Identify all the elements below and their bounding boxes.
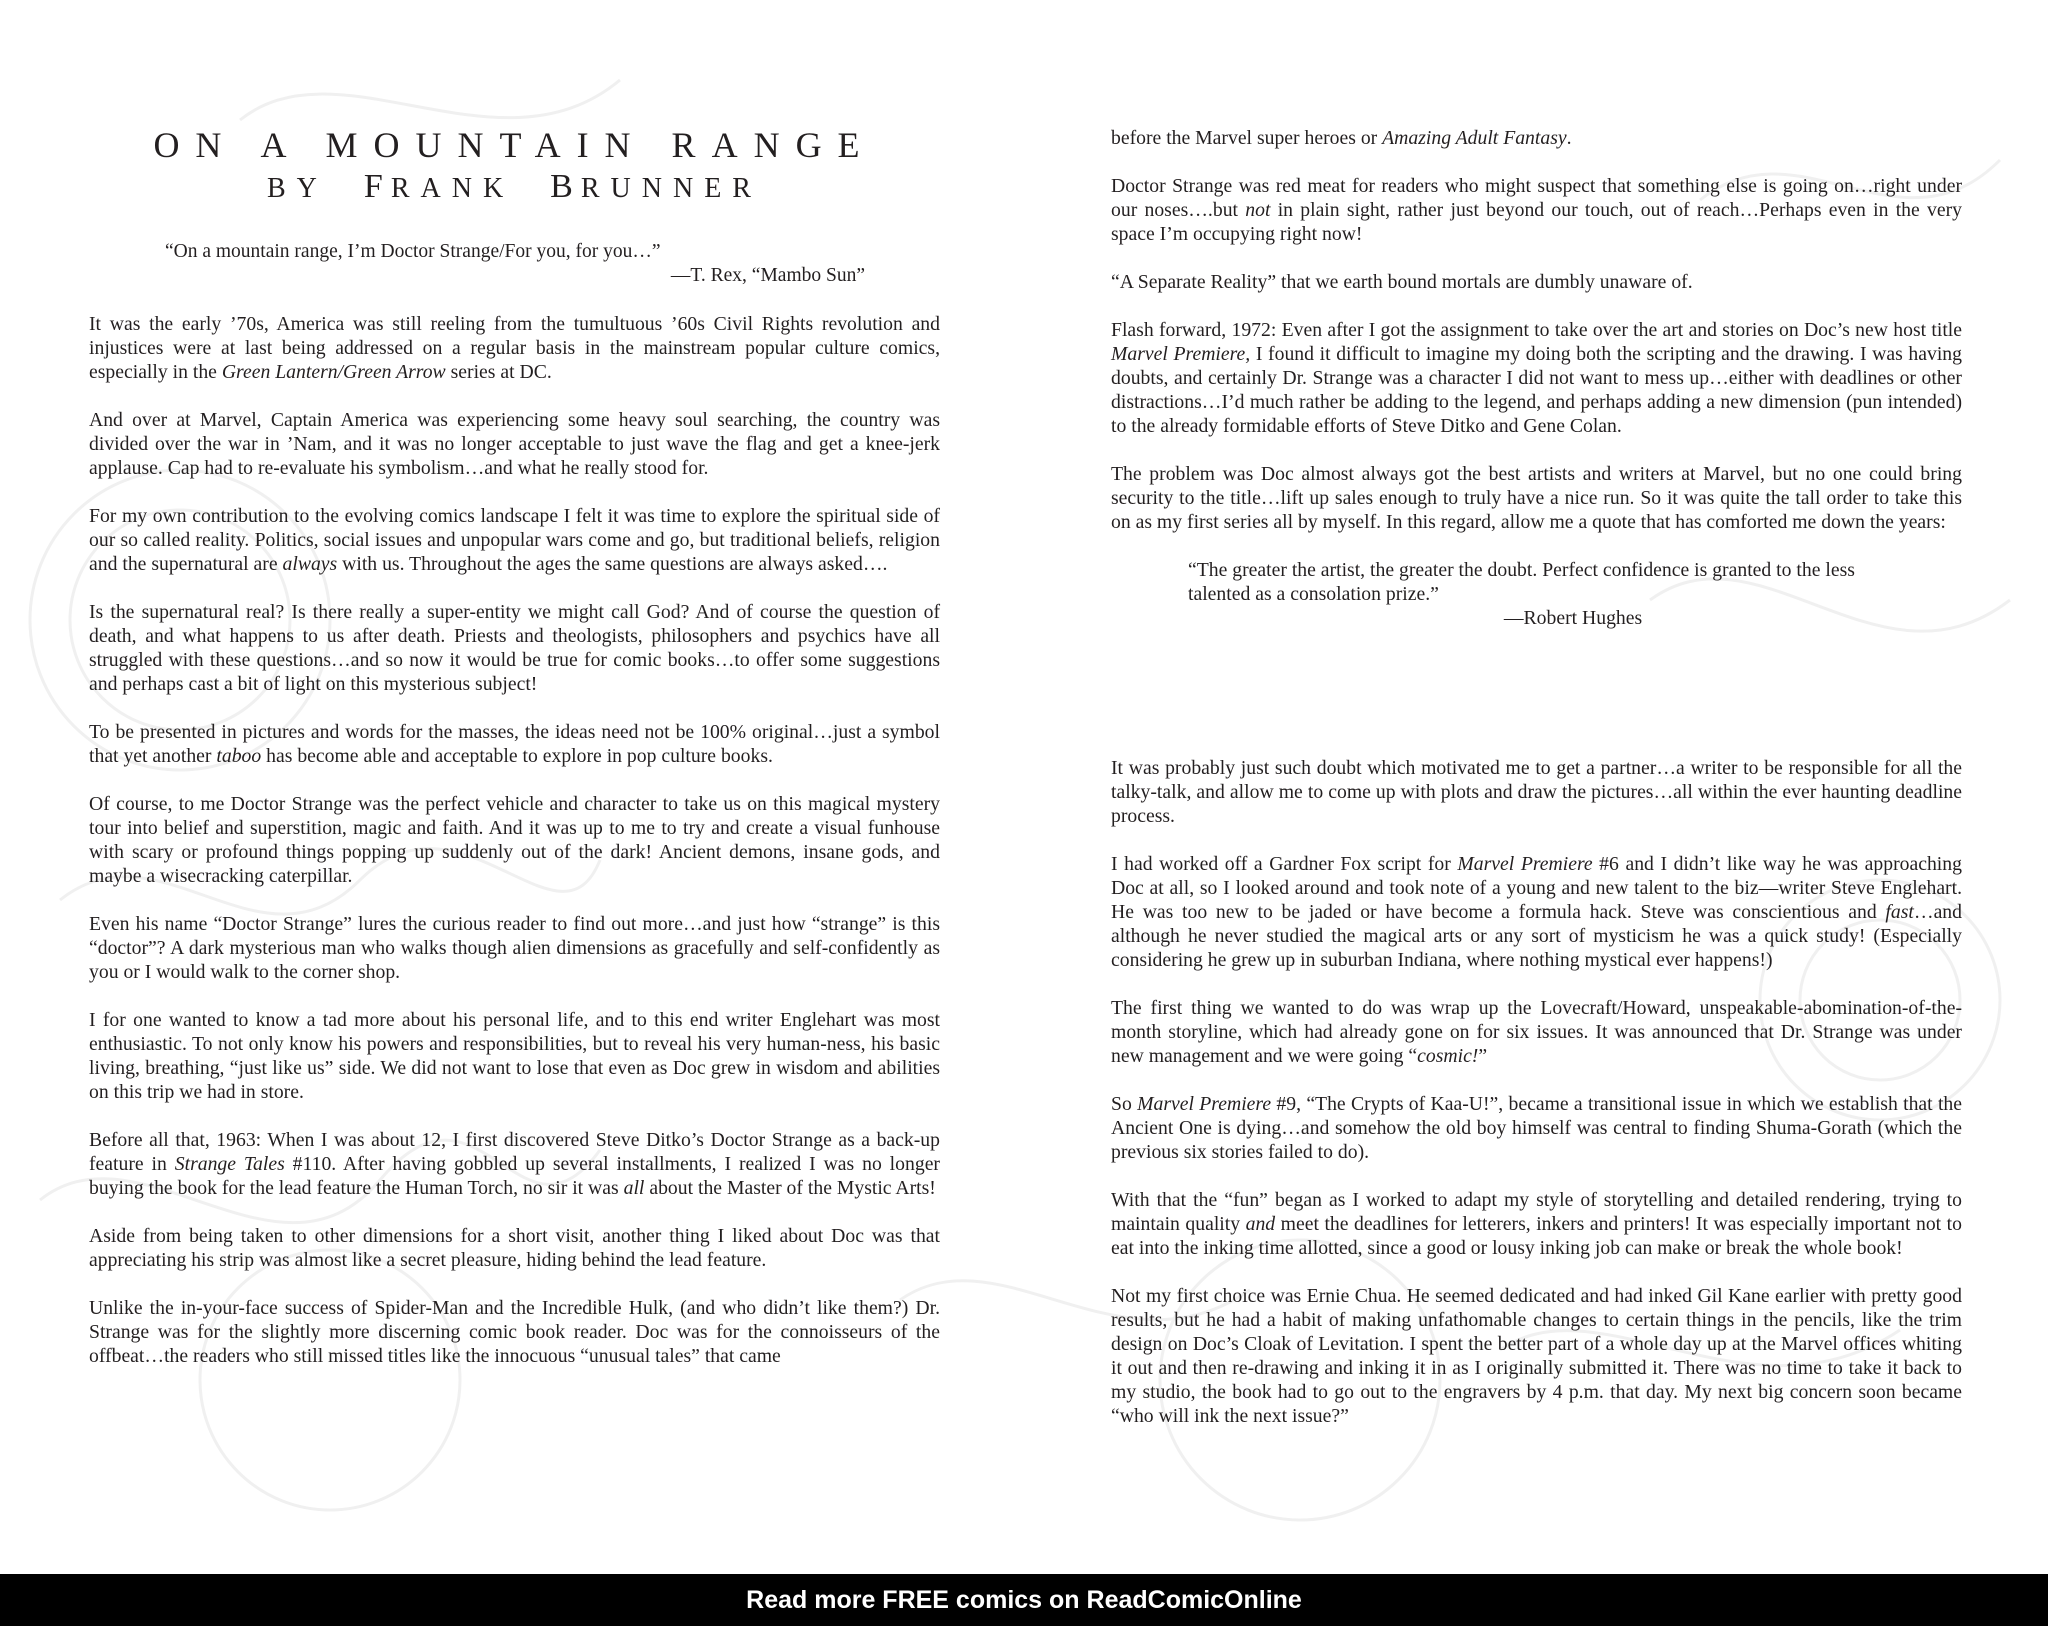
block-quote-text: “The greater the artist, the greater the doubt. Perfect confidence is granted to the less talented as a consolation prize.” [1188, 559, 1855, 605]
text-run: I for one wanted to know a tad more about his personal life, and to this end writer Englehart was most enthusiastic. To not only know his powers and responsibilities, but to reveal his very human-ness, his basic living, breathing, “just like us” side. We did not want to lose that even as Doc grew in wisdom and abilities on this trip we had in store. [89, 1009, 940, 1103]
paragraph [1111, 318, 1962, 438]
paragraph [89, 792, 940, 888]
italic-text: always [282, 553, 338, 575]
footer-banner [0, 1574, 2048, 1626]
byline-last-initial: B [550, 168, 581, 205]
byline-by: BY [267, 173, 328, 204]
title-main: ON A MOUNTAIN RANGE [153, 125, 876, 165]
paragraph [1111, 126, 1962, 150]
text-run: With that the “fun” began as I worked to adapt my style of storytelling and detailed rendering, trying to maintain quality [1111, 1189, 1962, 1235]
italic-text: Marvel Premiere [1137, 1093, 1272, 1115]
text-run: #9, “The Crypts of Kaa-U!”, became a transitional issue in which we establish that the Ancient One is dying…and somehow the old boy himself was central to finding Shuma-Gorath (which the previous six stories failed to do). [1111, 1093, 1962, 1163]
byline [89, 168, 940, 208]
epigraph-quote: “On a mountain range, I’m Doctor Strange/For you, for you…” [165, 241, 661, 262]
italic-text: Amazing Adult Fantasy [1382, 127, 1567, 149]
right-page [1111, 0, 1962, 1574]
text-run: For my own contribution to the evolving comics landscape I felt it was time to explore the spiritual side of our so called reality. Politics, social issues and unpopular wars come and go, but traditional beliefs, religion and the supernatural are [89, 505, 940, 575]
italic-text: and [1245, 1213, 1276, 1235]
text-run: Flash forward, 1972: Even after I got the assignment to take over the art and stories on Doc’s new host title [1111, 319, 1962, 341]
text-run: And over at Marvel, Captain America was experiencing some heavy soul searching, the country was divided over the war in ’Nam, and it was no longer acceptable to just wave the flag and get a knee-jerk applause. Cap had to re-evaluate his symbolism…and what he really stood for. [89, 409, 940, 479]
paragraph [89, 1296, 940, 1368]
block-quote [1188, 558, 1888, 630]
paragraph [89, 1224, 940, 1272]
paragraph [1111, 1188, 1962, 1260]
right-column-text-top [1111, 126, 1962, 534]
italic-text: all [623, 1177, 645, 1199]
epigraph [89, 240, 865, 288]
text-run: Doctor Strange was red meat for readers who might suspect that something else is going on…right under our noses….but [1111, 175, 1962, 221]
paragraph [1111, 1092, 1962, 1164]
text-run: has become able and acceptable to explore in pop culture books. [261, 745, 773, 767]
paragraph [89, 912, 940, 984]
text-run: about the Master of the Mystic Arts! [644, 1177, 936, 1199]
epigraph-cite: —T. Rex, “Mambo Sun” [670, 265, 865, 286]
paragraph [1111, 174, 1962, 246]
text-run: Of course, to me Doctor Strange was the perfect vehicle and character to take us on this magical mystery tour into belief and superstition, magic and faith. And it was up to me to try and create a visual funhouse with scary or profound things popping up suddenly out of the dark! Ancient demons, insane gods, and maybe a wisecracking caterpillar. [89, 793, 940, 887]
paragraph [1111, 996, 1962, 1068]
italic-text: taboo [216, 745, 262, 767]
text-run: #6 and I didn’t like way he was approaching Doc at all, so I looked around and took note of a young and new talent to the biz—writer Steve Englehart. He was too new to be jaded or have become a formula hack. Steve was conscientious and [1111, 853, 1962, 923]
article-title [89, 0, 940, 222]
text-run: So [1111, 1093, 1138, 1115]
paragraph [89, 720, 940, 768]
text-run: . [1566, 127, 1572, 149]
text-run: To be presented in pictures and words for the masses, the ideas need not be 100% original…just a symbol that yet another [89, 721, 940, 767]
left-column-text [89, 312, 940, 1368]
text-run: It was probably just such doubt which motivated me to get a partner…a writer to be responsible for all the talky-talk, and allow me to come up with plots and draw the pictures…all within the ever haunting deadline process. [1111, 757, 1962, 827]
text-run: …and although he never studied the magical arts or any sort of mysticism he was a quick study! (Especially considering he grew up in suburban Indiana, where nothing mystical ever happens!) [1111, 901, 1962, 971]
text-run: Unlike the in-your-face success of Spider-Man and the Incredible Hulk, (and who didn’t like them?) Dr. Strange was for the slightly more discerning comic book reader. Doc was for the connoisseurs of the offbeat…the readers who still missed titles like the innocuous “unusual tales” that came [89, 1297, 940, 1367]
paragraph [89, 504, 940, 576]
right-column-text-bottom [1111, 756, 1962, 1428]
text-run: Is the supernatural real? Is there really a super-entity we might call God? And of course the question of death, and what happens to us after death. Priests and theologists, philosophers and psychics have all struggled with these questions…and so now it would be true for comic books…to offer some suggestions and perhaps cast a bit of light on this mysterious subject! [89, 601, 940, 695]
byline-first-rest: RANK [390, 173, 515, 204]
italic-text: Marvel Premiere [1457, 853, 1593, 875]
byline-last-rest: RUNNER [580, 173, 762, 204]
footer-text: Read more FREE comics on ReadComicOnline [746, 1585, 1302, 1614]
paragraph [1111, 1284, 1962, 1428]
paragraph [1111, 462, 1962, 534]
text-run: series at DC. [445, 361, 552, 383]
paragraph [1111, 270, 1962, 294]
text-run: in plain sight, rather just beyond our touch, out of reach…Perhaps even in the very space I’m occupying right now! [1111, 199, 1962, 245]
text-run: before the Marvel super heroes or [1111, 127, 1383, 149]
italic-text: cosmic! [1417, 1045, 1479, 1067]
paragraph [89, 600, 940, 696]
text-run: Before all that, 1963: When I was about 12, I first discovered Steve Ditko’s Doctor Strange as a back-up feature in [89, 1129, 940, 1175]
text-run: Not my first choice was Ernie Chua. He seemed dedicated and had inked Gil Kane earlier with pretty good results, but he had a habit of making unfathomable changes to certain things in the pencils, like the trim design on Doc’s Cloak of Levitation. I spent the better part of a whole day up at the Marvel offices whiting it out and then re-drawing and inking it in as I originally submitted it. There was no time to take it back to my studio, the book had to go out to the engravers by 4 p.m. that day. My next big concern soon became “who will ink the next issue?” [1111, 1285, 1962, 1427]
text-run: Even his name “Doctor Strange” lures the curious reader to find out more…and just how “strange” is this “doctor”? A dark mysterious man who walks though alien dimensions as gracefully and self-confidently as you or I would walk to the corner shop. [89, 913, 940, 983]
italic-text: Green Lantern/Green Arrow [221, 361, 446, 383]
italic-text: fast [1885, 901, 1914, 923]
text-run: The first thing we wanted to do was wrap up the Lovecraft/Howard, unspeakable-abomination-of-the-month storyline, which had already gone on for six issues. It was announced that Dr. Strange was under new management and we were going “ [1111, 997, 1962, 1067]
paragraph [89, 312, 940, 384]
text-run: Aside from being taken to other dimensions for a short visit, another thing I liked about Doc was that appreciating his strip was almost like a secret pleasure, hiding behind the lead feature. [89, 1225, 940, 1271]
paragraph [89, 1128, 940, 1200]
text-run: “A Separate Reality” that we earth bound mortals are dumbly unaware of. [1111, 271, 1693, 293]
text-run: It was the early ’70s, America was still reeling from the tumultuous ’60s Civil Rights revolution and injustices were at last being addressed on a regular basis in the mainstream popular culture comics, especially in the [89, 313, 940, 383]
byline-first-initial: F [363, 168, 391, 205]
text-run: I found it difficult to imagine my doing both the scripting and the drawing. I was having doubts, and certainly Dr. Strange was a character I did not want to mess up…either with deadlines or other distractions…I’d much rather be adding to the legend, and perhaps adding a new dimension (pun intended) to the already formidable efforts of Steve Ditko and Gene Colan. [1111, 343, 1962, 437]
paragraph [1111, 756, 1962, 828]
text-run: meet the deadlines for letterers, inkers and printers! It was especially important not to eat into the inking time allotted, since a good or lousy inking job can make or break the whole book! [1111, 1213, 1962, 1259]
italic-text: Strange Tales [174, 1153, 285, 1175]
paragraph [89, 408, 940, 480]
text-run: I had worked off a Gardner Fox script for [1111, 853, 1458, 875]
paragraph [1111, 852, 1962, 972]
italic-text: not [1245, 199, 1271, 221]
text-run: #110. After having gobbled up several installments, I realized I was no longer buying the book for the lead feature the Human Torch, no sir it was [89, 1153, 940, 1199]
left-page [89, 0, 940, 1574]
text-run: with us. Throughout the ages the same questions are always asked…. [337, 553, 888, 575]
text-run: ” [1478, 1045, 1488, 1067]
block-quote-cite: —Robert Hughes [1503, 607, 1643, 629]
text-run: The problem was Doc almost always got the best artists and writers at Marvel, but no one could bring security to the title…lift up sales enough to truly have a nice run. So it was quite the tall order to take this on as my first series all by myself. In this regard, allow me a quote that has comforted me down the years: [1111, 463, 1962, 533]
italic-text: Marvel Premiere, [1111, 343, 1251, 365]
paragraph [89, 1008, 940, 1104]
